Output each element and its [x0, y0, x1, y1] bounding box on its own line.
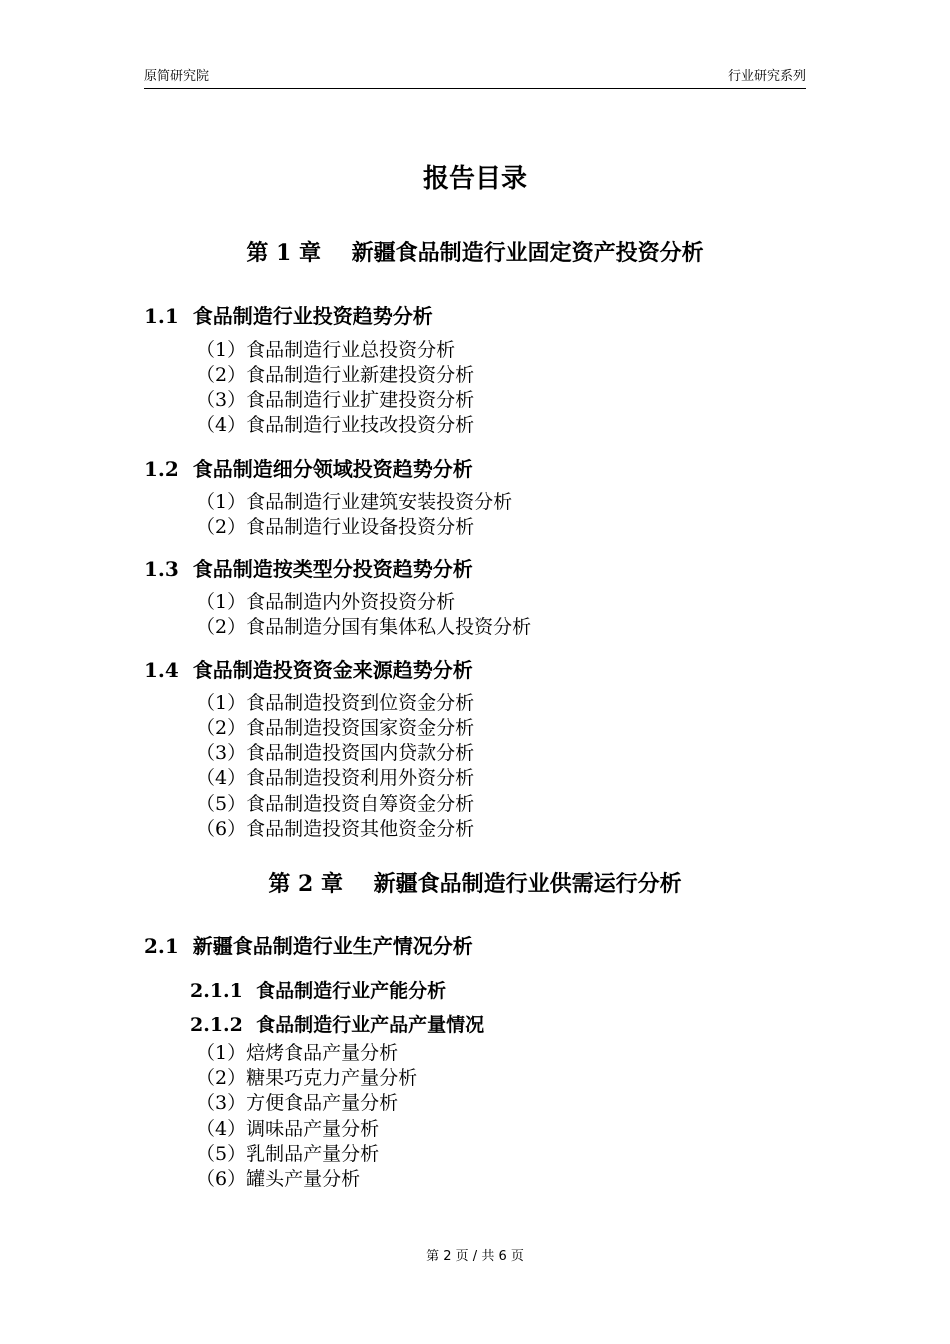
- chapter-2-heading: 第 2 章 新疆食品制造行业供需运行分析: [268, 871, 682, 897]
- toc-item: （1）食品制造行业建筑安装投资分析: [196, 491, 513, 513]
- toc-item: （6）罐头产量分析: [196, 1168, 361, 1190]
- page-footer: 第 2 页 / 共 6 页: [426, 1249, 524, 1264]
- toc-item: （2）食品制造分国有集体私人投资分析: [196, 616, 532, 638]
- subsection-2-1-2-heading: 2.1.2 食品制造行业产品产量情况: [190, 1014, 485, 1036]
- page-header: [144, 68, 806, 89]
- toc-item: （2）食品制造行业新建投资分析: [196, 364, 475, 386]
- toc-item: （5）乳制品产量分析: [196, 1143, 380, 1165]
- toc-item: （1）食品制造内外资投资分析: [196, 591, 456, 613]
- section-1-3-heading: 1.3 食品制造按类型分投资趋势分析: [144, 557, 473, 581]
- toc-item: （1）食品制造投资到位资金分析: [196, 692, 475, 714]
- toc-item: （5）食品制造投资自筹资金分析: [196, 793, 475, 815]
- toc-item: （3）方便食品产量分析: [196, 1092, 399, 1114]
- toc-item: （2）食品制造行业设备投资分析: [196, 516, 475, 538]
- header-series-name: 行业研究系列: [727, 69, 806, 84]
- toc-item: （3）食品制造投资国内贷款分析: [196, 742, 475, 764]
- toc-item: （4）食品制造行业技改投资分析: [196, 414, 475, 436]
- section-1-2-heading: 1.2 食品制造细分领域投资趋势分析: [144, 457, 473, 481]
- section-1-4-heading: 1.4 食品制造投资资金来源趋势分析: [144, 658, 473, 682]
- toc-item: （1）食品制造行业总投资分析: [196, 339, 456, 361]
- toc-item: （3）食品制造行业扩建投资分析: [196, 389, 475, 411]
- toc-item: （1）焙烤食品产量分析: [196, 1042, 399, 1064]
- toc-item: （2）食品制造投资国家资金分析: [196, 717, 475, 739]
- toc-item: （4）食品制造投资利用外资分析: [196, 767, 475, 789]
- section-1-1-heading: 1.1 食品制造行业投资趋势分析: [144, 304, 433, 328]
- toc-item: （4）调味品产量分析: [196, 1118, 380, 1140]
- chapter-1-heading: 第 1 章 新疆食品制造行业固定资产投资分析: [246, 240, 704, 266]
- header-org-name: 原简研究院: [144, 69, 210, 84]
- section-2-1-heading: 2.1 新疆食品制造行业生产情况分析: [144, 934, 473, 958]
- toc-item: （6）食品制造投资其他资金分析: [196, 818, 475, 840]
- subsection-2-1-1-heading: 2.1.1 食品制造行业产能分析: [190, 980, 447, 1002]
- toc-item: （2）糖果巧克力产量分析: [196, 1067, 418, 1089]
- page-title: 报告目录: [422, 164, 527, 194]
